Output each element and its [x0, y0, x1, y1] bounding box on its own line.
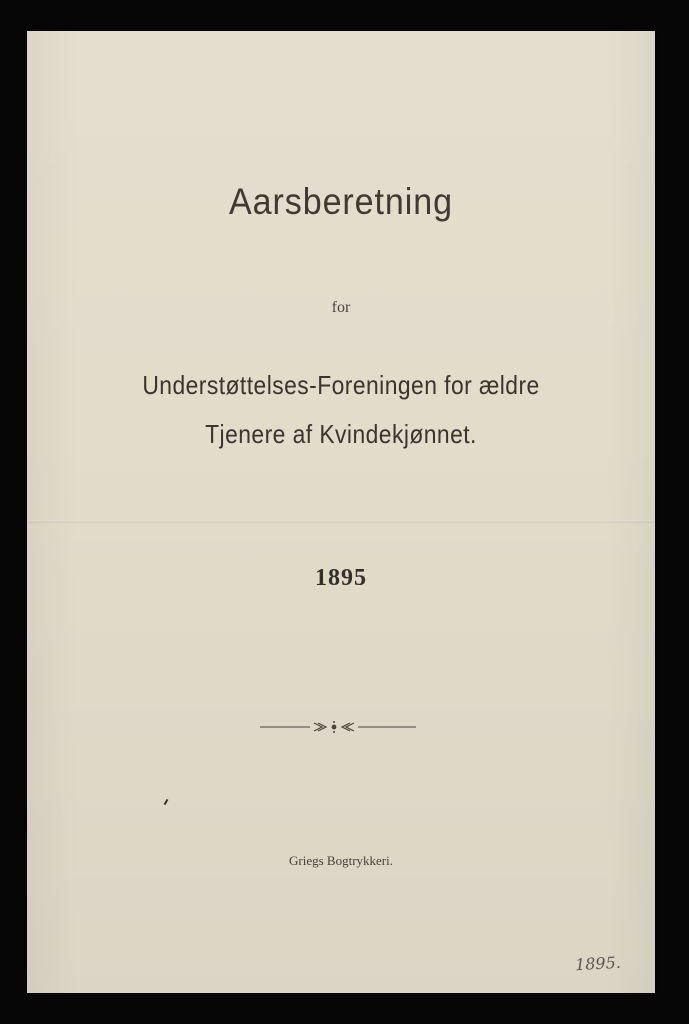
document-year: 1895 [315, 565, 367, 591]
printer-imprint: Griegs Bogtrykkeri. [289, 853, 393, 868]
document-title: Aarsberetning [229, 181, 453, 222]
page-fold-crease [27, 520, 655, 523]
organization-name-line-2: Tjenere af Kvindekjønnet. [205, 419, 477, 449]
organization-name-line-1: Understøttelses-Foreningen for ældre [142, 370, 540, 400]
document-page [27, 31, 655, 993]
ink-speck [164, 799, 169, 805]
handwritten-year-annotation: 1895. [574, 952, 622, 975]
preposition-text: for [331, 299, 351, 316]
ornament-divider-icon [258, 717, 418, 737]
